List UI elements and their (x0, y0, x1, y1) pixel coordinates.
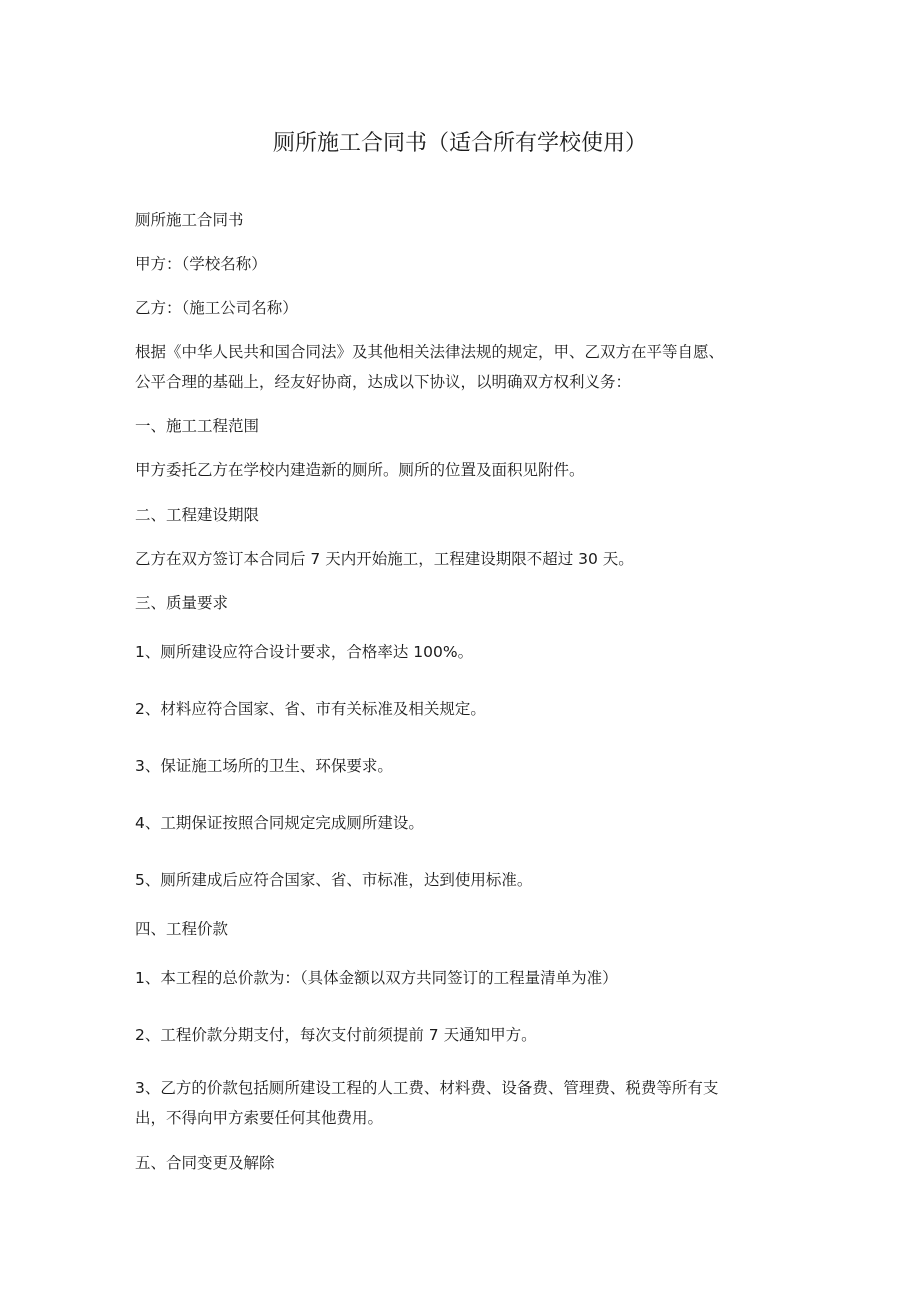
document-title: 厕所施工合同书（适合所有学校使用） (272, 131, 647, 156)
section-1-heading: 一、施工工程范围 (135, 417, 260, 435)
section-4-item-2: 2、工程价款分期支付，每次支付前须提前 7 天通知甲方。 (135, 1026, 537, 1044)
section-4-item-3 (135, 1073, 785, 1133)
preamble-line-1: 根据《中华人民共和国合同法》及其他相关法律法规的规定，甲、乙双方在平等自愿、 (135, 343, 725, 361)
section-3-item: 5、厕所建成后应符合国家、省、市标准，达到使用标准。 (135, 871, 533, 889)
preamble-line-2: 公平合理的基础上，经友好协商，达成以下协议，以明确双方权利义务： (135, 373, 632, 391)
section-2-heading: 二、工程建设期限 (135, 506, 260, 524)
section-3-item: 2、材料应符合国家、省、市有关标准及相关规定。 (135, 700, 486, 718)
party-a-line: 甲方：（学校名称） (135, 255, 267, 273)
contract-subtitle: 厕所施工合同书 (135, 211, 244, 229)
section-3-item: 1、厕所建设应符合设计要求，合格率达 100%。 (135, 643, 474, 661)
section-3-item: 4、工期保证按照合同规定完成厕所建设。 (135, 814, 424, 832)
section-2-body: 乙方在双方签订本合同后 7 天内开始施工，工程建设期限不超过 30 天。 (135, 550, 634, 568)
preamble-paragraph (135, 337, 785, 397)
section-4-heading: 四、工程价款 (135, 920, 229, 938)
section-4-item-3-line-1: 3、乙方的价款包括厕所建设工程的人工费、材料费、设备费、管理费、税费等所有支 (135, 1079, 719, 1097)
section-5-heading: 五、合同变更及解除 (135, 1154, 275, 1172)
section-4-item-3-line-2: 出，不得向甲方索要任何其他费用。 (135, 1109, 384, 1127)
section-3-item: 3、保证施工场所的卫生、环保要求。 (135, 757, 393, 775)
section-1-body: 甲方委托乙方在学校内建造新的厕所。厕所的位置及面积见附件。 (135, 461, 585, 479)
section-4-item-1: 1、本工程的总价款为：（具体金额以双方共同签订的工程量清单为准） (135, 969, 618, 987)
section-3-heading: 三、质量要求 (135, 594, 229, 612)
party-b-line: 乙方：（施工公司名称） (135, 299, 298, 317)
